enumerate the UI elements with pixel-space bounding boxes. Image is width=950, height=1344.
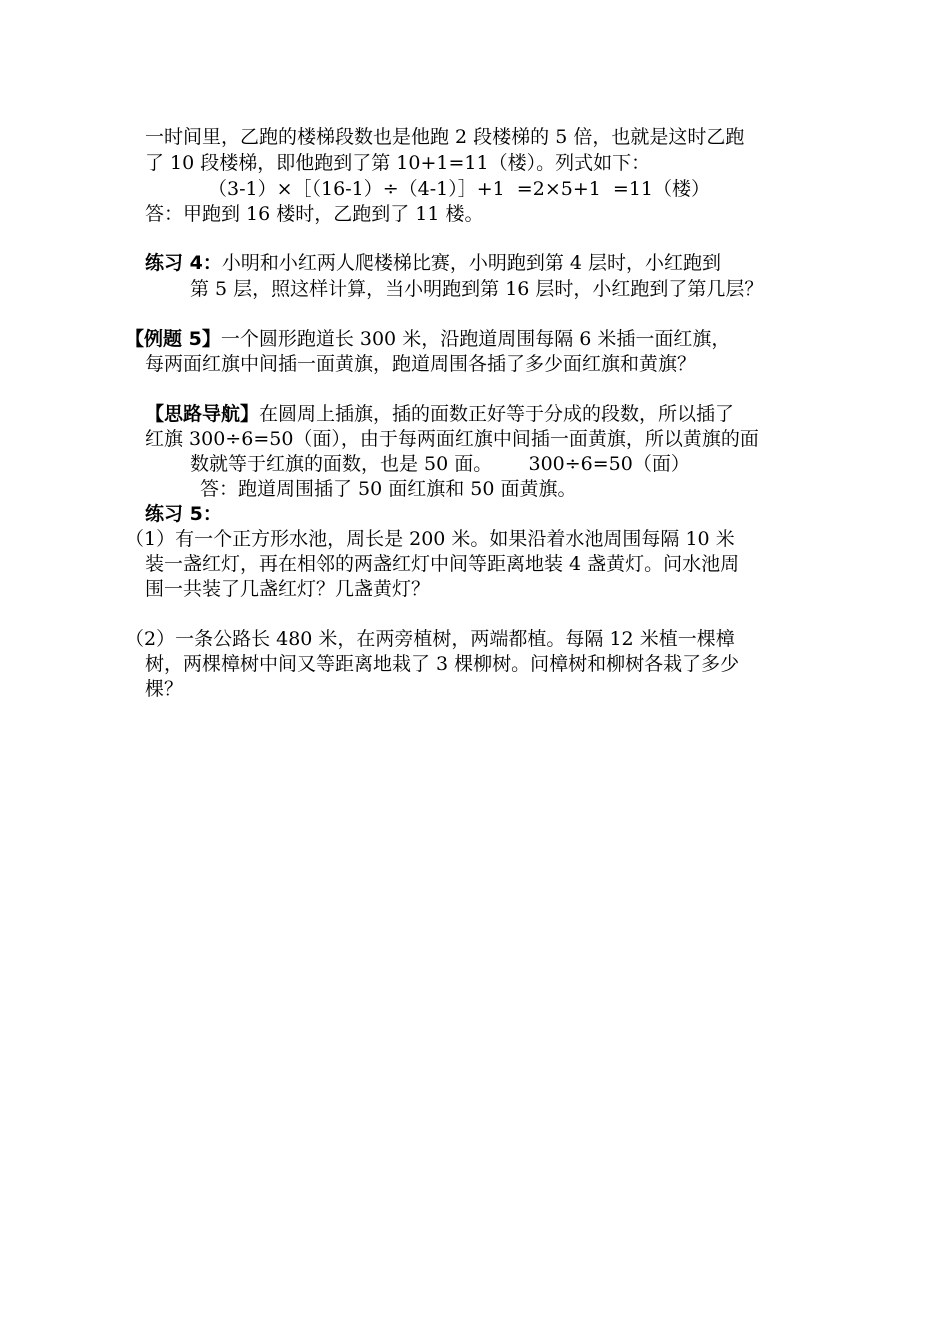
practice5-q1-line-3: 围一共装了几盏红灯？几盏黄灯？ — [145, 578, 431, 600]
example5-line-1 — [125, 326, 730, 352]
practice5-q1-line-2: 装一盏红灯，再在相邻的两盏红灯中间等距离地装 4 盏黄灯。问水池周 — [145, 553, 740, 575]
guide5-label: 【思路导航】 — [145, 403, 260, 425]
example5-line-2: 每两面红旗中间插一面黄旗，跑道周围各插了多少面红旗和黄旗？ — [145, 353, 697, 375]
continuation-formula: （3-1）×［（16-1）÷（4-1）］+1 =2×5+1 =11（楼） — [208, 178, 711, 200]
practice4-text-1: 小明和小红两人爬楼梯比赛，小明跑到第 4 层时，小红跑到 — [221, 252, 722, 274]
example5-text-1: 一个圆形跑道长 300 米，沿跑道周围每隔 6 米插一面红旗， — [220, 328, 731, 350]
practice5-q1-line-1: （1）有一个正方形水池，周长是 200 米。如果沿着水池周围每隔 10 米 — [125, 528, 735, 550]
practice5-q2-line-2: 树，两棵樟树中间又等距离地栽了 3 棵柳树。问樟树和柳树各栽了多少 — [145, 653, 740, 675]
practice4-line-2: 第 5 层，照这样计算，当小明跑到第 16 层时，小红跑到了第几层？ — [190, 278, 764, 300]
example5-label: 【例题 5】 — [125, 328, 221, 350]
continuation-line-1: 一时间里，乙跑的楼梯段数也是他跑 2 段楼梯的 5 倍，也就是这时乙跑 — [145, 126, 745, 148]
guide5-line-1 — [145, 401, 734, 427]
guide5-line-3: 数就等于红旗的面数，也是 50 面。 300÷6=50（面） — [190, 453, 690, 475]
practice4-line-1 — [145, 250, 721, 276]
guide5-answer: 答：跑道周围插了 50 面红旗和 50 面黄旗。 — [200, 478, 577, 500]
guide5-line-2: 红旗 300÷6=50（面），由于每两面红旗中间插一面黄旗，所以黄旗的面 — [145, 428, 759, 450]
practice5-label: 练习 5： — [145, 503, 222, 525]
guide5-text-1: 在圆周上插旗，插的面数正好等于分成的段数，所以插了 — [259, 403, 735, 425]
continuation-answer: 答：甲跑到 16 楼时，乙跑到了 11 楼。 — [145, 203, 484, 225]
practice5-q2-line-3: 棵？ — [145, 678, 184, 700]
practice5-q2-line-1: （2）一条公路长 480 米，在两旁植树，两端都植。每隔 12 米植一棵樟 — [125, 628, 735, 650]
continuation-line-2: 了 10 段楼梯，即他跑到了第 10+1=11（楼）。列式如下： — [145, 152, 651, 174]
practice4-label: 练习 4： — [145, 252, 222, 274]
